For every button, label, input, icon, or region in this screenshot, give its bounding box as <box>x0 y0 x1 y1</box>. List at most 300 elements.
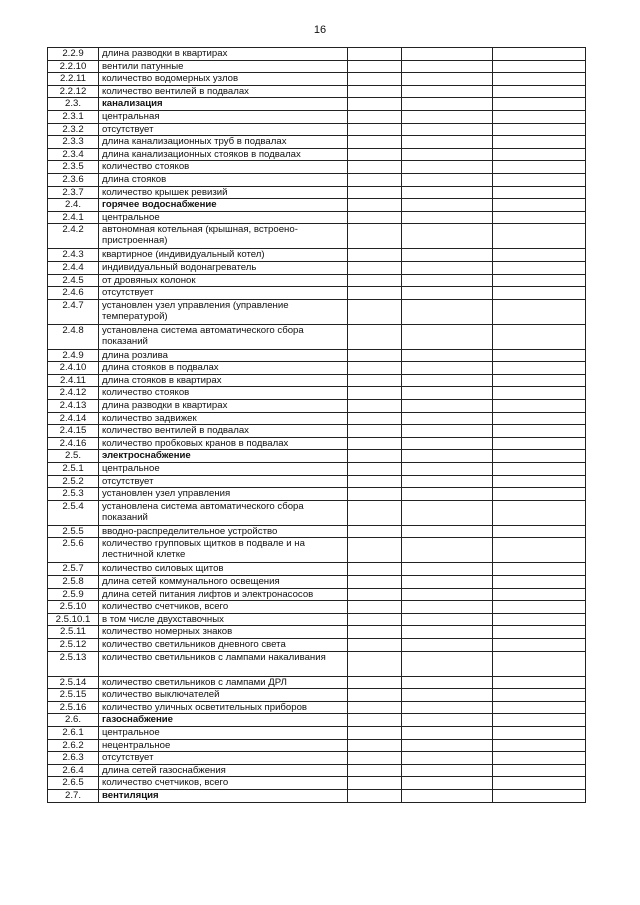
item-number: 2.4.8 <box>48 324 99 349</box>
value-cell-b <box>402 789 493 802</box>
table-row <box>48 73 586 86</box>
item-description: количество счетчиков, всего <box>99 777 348 790</box>
table-row <box>48 173 586 186</box>
item-description: количество пробковых кранов в подвалах <box>99 437 348 450</box>
item-description: количество светильников дневного света <box>99 638 348 651</box>
item-number: 2.4.3 <box>48 249 99 262</box>
item-number: 2.6.2 <box>48 739 99 752</box>
value-cell-a <box>348 73 402 86</box>
value-cell-c <box>493 274 586 287</box>
item-description: количество крышек ревизий <box>99 186 348 199</box>
value-cell-c <box>493 500 586 525</box>
table-row <box>48 563 586 576</box>
table-row <box>48 387 586 400</box>
value-cell-a <box>348 412 402 425</box>
value-cell-c <box>493 161 586 174</box>
item-number: 2.4.6 <box>48 287 99 300</box>
item-description: отсутствует <box>99 752 348 765</box>
value-cell-b <box>402 689 493 702</box>
value-cell-a <box>348 98 402 111</box>
item-number: 2.3.1 <box>48 110 99 123</box>
value-cell-a <box>348 400 402 413</box>
value-cell-c <box>493 211 586 224</box>
value-cell-c <box>493 60 586 73</box>
item-number: 2.3.3 <box>48 136 99 149</box>
value-cell-b <box>402 148 493 161</box>
value-cell-b <box>402 613 493 626</box>
value-cell-c <box>493 287 586 300</box>
item-number: 2.4.1 <box>48 211 99 224</box>
item-description: вентили патунные <box>99 60 348 73</box>
value-cell-b <box>402 173 493 186</box>
value-cell-c <box>493 98 586 111</box>
item-number: 2.5.2 <box>48 475 99 488</box>
item-number: 2.5.3 <box>48 488 99 501</box>
value-cell-b <box>402 588 493 601</box>
value-cell-b <box>402 500 493 525</box>
item-description: количество задвижек <box>99 412 348 425</box>
value-cell-b <box>402 714 493 727</box>
value-cell-b <box>402 249 493 262</box>
value-cell-a <box>348 123 402 136</box>
item-description: установлена система автоматического сбора показаний <box>99 500 348 525</box>
item-number: 2.6.3 <box>48 752 99 765</box>
table-row <box>48 425 586 438</box>
item-description: автономная котельная (крышная, встроено-пристроенная) <box>99 224 348 249</box>
section-row <box>48 450 586 463</box>
specification-table <box>47 47 586 803</box>
value-cell-b <box>402 98 493 111</box>
value-cell-c <box>493 576 586 589</box>
item-number: 2.5.9 <box>48 588 99 601</box>
table-row <box>48 676 586 689</box>
value-cell-b <box>402 777 493 790</box>
value-cell-b <box>402 576 493 589</box>
value-cell-b <box>402 349 493 362</box>
value-cell-a <box>348 777 402 790</box>
item-number: 2.5.7 <box>48 563 99 576</box>
section-row <box>48 714 586 727</box>
value-cell-a <box>348 689 402 702</box>
value-cell-a <box>348 626 402 639</box>
item-number: 2.3. <box>48 98 99 111</box>
value-cell-a <box>348 613 402 626</box>
item-number: 2.5.13 <box>48 651 99 676</box>
section-title: горячее водоснабжение <box>99 199 348 212</box>
section-row <box>48 98 586 111</box>
value-cell-a <box>348 148 402 161</box>
value-cell-a <box>348 475 402 488</box>
value-cell-b <box>402 123 493 136</box>
value-cell-a <box>348 789 402 802</box>
item-number: 2.4.12 <box>48 387 99 400</box>
value-cell-a <box>348 199 402 212</box>
value-cell-c <box>493 186 586 199</box>
item-number: 2.4.10 <box>48 362 99 375</box>
value-cell-c <box>493 173 586 186</box>
page-number: 16 <box>313 24 327 36</box>
value-cell-b <box>402 764 493 777</box>
table-row <box>48 525 586 538</box>
value-cell-a <box>348 110 402 123</box>
value-cell-c <box>493 437 586 450</box>
item-description: количество счетчиков, всего <box>99 601 348 614</box>
value-cell-a <box>348 739 402 752</box>
value-cell-a <box>348 726 402 739</box>
value-cell-a <box>348 186 402 199</box>
item-description: количество групповых щитков в подвале и на лестничной клетке <box>99 538 348 563</box>
value-cell-b <box>402 437 493 450</box>
item-description: в том числе двухставочных <box>99 613 348 626</box>
table-row <box>48 299 586 324</box>
value-cell-a <box>348 224 402 249</box>
section-row <box>48 789 586 802</box>
value-cell-c <box>493 85 586 98</box>
item-number: 2.5.11 <box>48 626 99 639</box>
value-cell-a <box>348 425 402 438</box>
item-description: длина сетей газоснабжения <box>99 764 348 777</box>
value-cell-b <box>402 638 493 651</box>
value-cell-b <box>402 161 493 174</box>
value-cell-b <box>402 726 493 739</box>
item-description: количество вентилей в подвалах <box>99 85 348 98</box>
value-cell-b <box>402 186 493 199</box>
item-description: длина сетей коммунального освещения <box>99 576 348 589</box>
table-row <box>48 224 586 249</box>
value-cell-c <box>493 626 586 639</box>
value-cell-b <box>402 651 493 676</box>
table-row <box>48 777 586 790</box>
value-cell-a <box>348 374 402 387</box>
item-description: количество стояков <box>99 161 348 174</box>
value-cell-a <box>348 60 402 73</box>
value-cell-b <box>402 299 493 324</box>
table-row <box>48 588 586 601</box>
value-cell-b <box>402 274 493 287</box>
value-cell-b <box>402 425 493 438</box>
value-cell-a <box>348 299 402 324</box>
table-row <box>48 613 586 626</box>
table-row <box>48 349 586 362</box>
value-cell-b <box>402 73 493 86</box>
value-cell-c <box>493 148 586 161</box>
value-cell-c <box>493 412 586 425</box>
item-number: 2.3.2 <box>48 123 99 136</box>
value-cell-a <box>348 500 402 525</box>
item-description: длина канализационных труб в подвалах <box>99 136 348 149</box>
value-cell-b <box>402 563 493 576</box>
value-cell-b <box>402 287 493 300</box>
item-description: длина стояков в квартирах <box>99 374 348 387</box>
value-cell-c <box>493 450 586 463</box>
value-cell-a <box>348 588 402 601</box>
item-number: 2.5.12 <box>48 638 99 651</box>
table-row <box>48 437 586 450</box>
item-number: 2.6.4 <box>48 764 99 777</box>
item-number: 2.3.6 <box>48 173 99 186</box>
value-cell-c <box>493 349 586 362</box>
table-row <box>48 48 586 61</box>
value-cell-a <box>348 764 402 777</box>
value-cell-b <box>402 374 493 387</box>
table-row <box>48 362 586 375</box>
item-description: длина разводки в квартирах <box>99 400 348 413</box>
value-cell-b <box>402 701 493 714</box>
value-cell-c <box>493 374 586 387</box>
value-cell-a <box>348 525 402 538</box>
item-number: 2.4.7 <box>48 299 99 324</box>
value-cell-c <box>493 752 586 765</box>
item-number: 2.2.11 <box>48 73 99 86</box>
value-cell-b <box>402 601 493 614</box>
item-number: 2.5.5 <box>48 525 99 538</box>
value-cell-c <box>493 249 586 262</box>
table-row <box>48 85 586 98</box>
value-cell-a <box>348 136 402 149</box>
value-cell-b <box>402 488 493 501</box>
item-description: индивидуальный водонагреватель <box>99 261 348 274</box>
item-number: 2.4.5 <box>48 274 99 287</box>
table-row <box>48 726 586 739</box>
item-description: центральная <box>99 110 348 123</box>
value-cell-b <box>402 739 493 752</box>
section-title: электроснабжение <box>99 450 348 463</box>
table-row <box>48 764 586 777</box>
value-cell-b <box>402 400 493 413</box>
value-cell-c <box>493 324 586 349</box>
section-title: вентиляция <box>99 789 348 802</box>
table-row <box>48 651 586 676</box>
item-description: количество номерных знаков <box>99 626 348 639</box>
value-cell-c <box>493 638 586 651</box>
value-cell-a <box>348 261 402 274</box>
table-row <box>48 576 586 589</box>
value-cell-b <box>402 85 493 98</box>
table-row <box>48 324 586 349</box>
item-number: 2.5.6 <box>48 538 99 563</box>
item-description: центральное <box>99 211 348 224</box>
value-cell-c <box>493 123 586 136</box>
value-cell-b <box>402 324 493 349</box>
item-description: длина стояков <box>99 173 348 186</box>
item-number: 2.6.5 <box>48 777 99 790</box>
value-cell-b <box>402 362 493 375</box>
table-row <box>48 638 586 651</box>
item-number: 2.5.1 <box>48 463 99 476</box>
value-cell-c <box>493 475 586 488</box>
value-cell-a <box>348 576 402 589</box>
item-number: 2.4.13 <box>48 400 99 413</box>
item-number: 2.5.10 <box>48 601 99 614</box>
item-description: центральное <box>99 726 348 739</box>
table-row <box>48 752 586 765</box>
value-cell-c <box>493 676 586 689</box>
item-description: центральное <box>99 463 348 476</box>
value-cell-c <box>493 726 586 739</box>
value-cell-a <box>348 638 402 651</box>
item-number: 2.2.10 <box>48 60 99 73</box>
value-cell-b <box>402 412 493 425</box>
value-cell-a <box>348 173 402 186</box>
value-cell-c <box>493 488 586 501</box>
table-row <box>48 488 586 501</box>
item-number: 2.5.8 <box>48 576 99 589</box>
item-description: количество вентилей в подвалах <box>99 425 348 438</box>
table-row <box>48 186 586 199</box>
value-cell-a <box>348 274 402 287</box>
item-description: количество выключателей <box>99 689 348 702</box>
item-number: 2.4. <box>48 199 99 212</box>
value-cell-b <box>402 450 493 463</box>
item-description: количество силовых щитов <box>99 563 348 576</box>
table-row <box>48 60 586 73</box>
value-cell-c <box>493 588 586 601</box>
value-cell-a <box>348 85 402 98</box>
value-cell-b <box>402 463 493 476</box>
table-row <box>48 110 586 123</box>
item-number: 2.5.15 <box>48 689 99 702</box>
value-cell-c <box>493 48 586 61</box>
value-cell-b <box>402 199 493 212</box>
item-number: 2.4.14 <box>48 412 99 425</box>
value-cell-c <box>493 425 586 438</box>
table-row <box>48 374 586 387</box>
value-cell-a <box>348 249 402 262</box>
table-row <box>48 287 586 300</box>
value-cell-c <box>493 714 586 727</box>
value-cell-a <box>348 349 402 362</box>
value-cell-a <box>348 161 402 174</box>
value-cell-a <box>348 752 402 765</box>
table-row <box>48 400 586 413</box>
item-description: отсутствует <box>99 123 348 136</box>
table-row <box>48 123 586 136</box>
item-description: количество водомерных узлов <box>99 73 348 86</box>
item-description: установлен узел управления (управление температурой) <box>99 299 348 324</box>
item-description: установлена система автоматического сбора показаний <box>99 324 348 349</box>
value-cell-a <box>348 701 402 714</box>
value-cell-c <box>493 110 586 123</box>
table-row <box>48 412 586 425</box>
value-cell-c <box>493 538 586 563</box>
item-number: 2.4.16 <box>48 437 99 450</box>
value-cell-b <box>402 211 493 224</box>
table-row <box>48 701 586 714</box>
item-description: количество стояков <box>99 387 348 400</box>
item-number: 2.2.12 <box>48 85 99 98</box>
item-number: 2.5.4 <box>48 500 99 525</box>
value-cell-c <box>493 689 586 702</box>
value-cell-a <box>348 437 402 450</box>
value-cell-c <box>493 400 586 413</box>
item-description: количество уличных осветительных приборов <box>99 701 348 714</box>
value-cell-a <box>348 676 402 689</box>
value-cell-a <box>348 463 402 476</box>
table-row <box>48 500 586 525</box>
item-number: 2.3.4 <box>48 148 99 161</box>
value-cell-b <box>402 224 493 249</box>
value-cell-c <box>493 199 586 212</box>
value-cell-c <box>493 701 586 714</box>
item-number: 2.4.15 <box>48 425 99 438</box>
item-description: длина разводки в квартирах <box>99 48 348 61</box>
value-cell-c <box>493 651 586 676</box>
value-cell-a <box>348 211 402 224</box>
value-cell-c <box>493 601 586 614</box>
value-cell-c <box>493 362 586 375</box>
item-description: длина розлива <box>99 349 348 362</box>
item-description: вводно-распределительное устройство <box>99 525 348 538</box>
value-cell-b <box>402 48 493 61</box>
value-cell-a <box>348 651 402 676</box>
item-number: 2.5.10.1 <box>48 613 99 626</box>
table-row <box>48 689 586 702</box>
item-description: отсутствует <box>99 475 348 488</box>
item-description: установлен узел управления <box>99 488 348 501</box>
item-number: 2.4.11 <box>48 374 99 387</box>
value-cell-c <box>493 261 586 274</box>
table-row <box>48 136 586 149</box>
value-cell-b <box>402 538 493 563</box>
table-row <box>48 161 586 174</box>
table-row <box>48 626 586 639</box>
value-cell-a <box>348 48 402 61</box>
table-row <box>48 211 586 224</box>
table-row <box>48 261 586 274</box>
value-cell-c <box>493 73 586 86</box>
value-cell-b <box>402 136 493 149</box>
value-cell-a <box>348 563 402 576</box>
table-row <box>48 249 586 262</box>
table-row <box>48 475 586 488</box>
specification-table-body <box>48 48 586 803</box>
table-row <box>48 601 586 614</box>
table-row <box>48 739 586 752</box>
section-row <box>48 199 586 212</box>
item-description: длина сетей питания лифтов и электронасосов <box>99 588 348 601</box>
value-cell-b <box>402 110 493 123</box>
value-cell-a <box>348 714 402 727</box>
value-cell-a <box>348 362 402 375</box>
table-row <box>48 148 586 161</box>
section-title: канализация <box>99 98 348 111</box>
value-cell-a <box>348 287 402 300</box>
value-cell-b <box>402 60 493 73</box>
item-number: 2.2.9 <box>48 48 99 61</box>
value-cell-c <box>493 777 586 790</box>
value-cell-a <box>348 601 402 614</box>
item-description: квартирное (индивидуальный котел) <box>99 249 348 262</box>
item-number: 2.3.7 <box>48 186 99 199</box>
value-cell-a <box>348 538 402 563</box>
value-cell-b <box>402 475 493 488</box>
value-cell-a <box>348 387 402 400</box>
value-cell-a <box>348 450 402 463</box>
value-cell-b <box>402 676 493 689</box>
value-cell-c <box>493 764 586 777</box>
value-cell-b <box>402 752 493 765</box>
value-cell-c <box>493 563 586 576</box>
value-cell-c <box>493 299 586 324</box>
value-cell-c <box>493 613 586 626</box>
section-title: газоснабжение <box>99 714 348 727</box>
item-number: 2.5.16 <box>48 701 99 714</box>
value-cell-c <box>493 224 586 249</box>
value-cell-c <box>493 387 586 400</box>
value-cell-b <box>402 525 493 538</box>
value-cell-b <box>402 387 493 400</box>
value-cell-a <box>348 488 402 501</box>
